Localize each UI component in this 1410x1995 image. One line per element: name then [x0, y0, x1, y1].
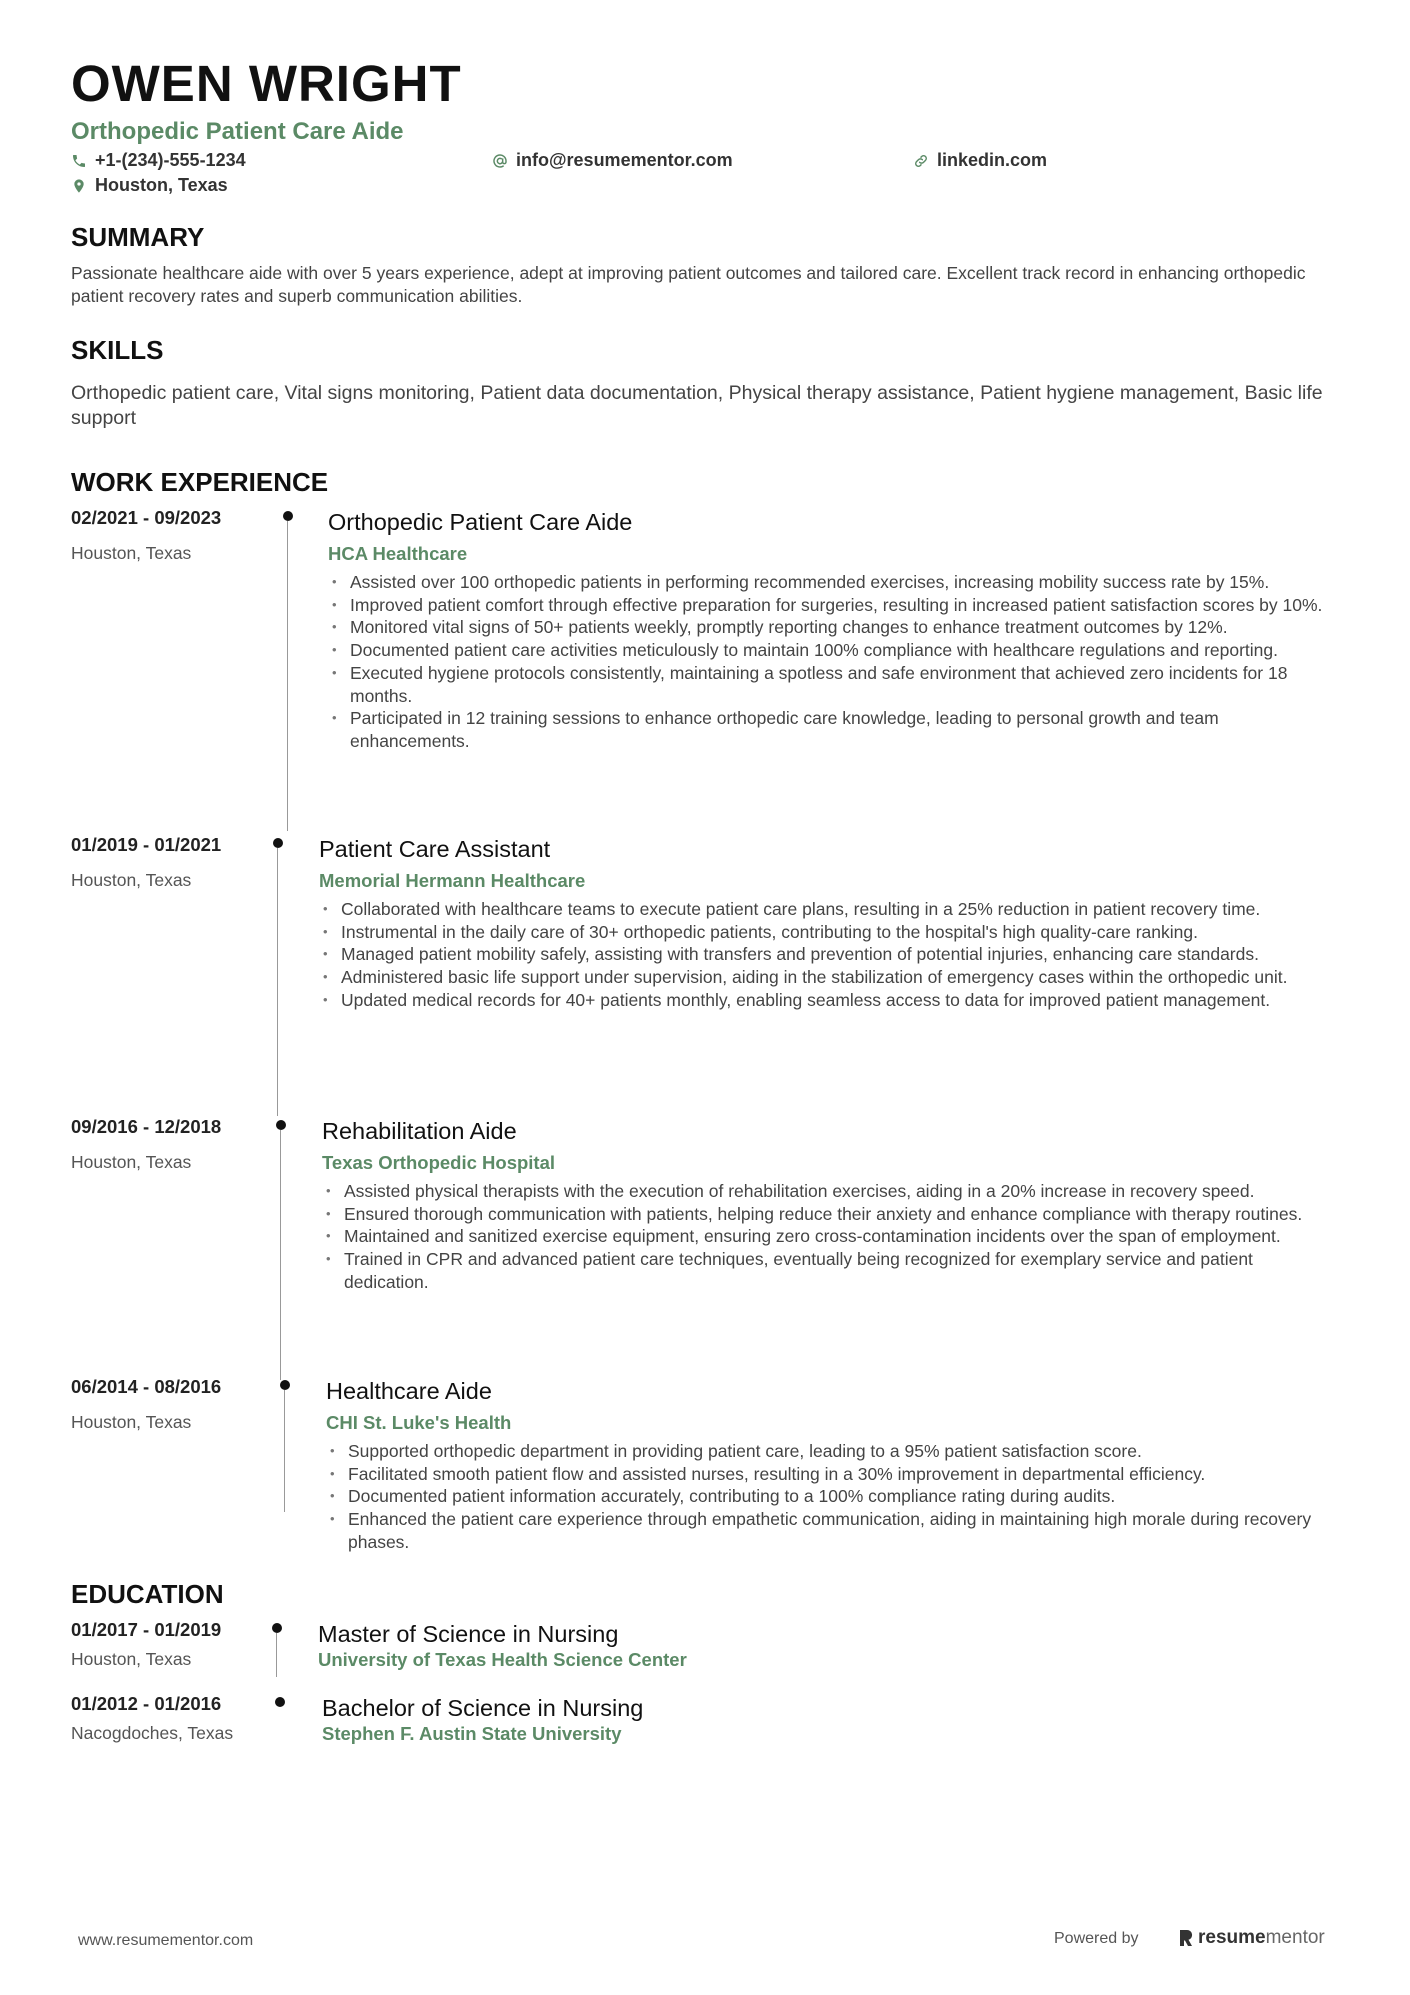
- job-bullet: • Trained in CPR and advanced patient care techniques, eventually being recognized for exemplary service and patient dedication.: [322, 1248, 1322, 1293]
- job-bullet: • Managed patient mobility safely, assisting with transfers and prevention of potential injuries, enhancing care standards.: [319, 943, 1319, 966]
- footer-website[interactable]: www.resumementor.com: [78, 1932, 254, 1949]
- skills-heading: SKILLS: [71, 335, 164, 365]
- at-icon: [492, 153, 508, 169]
- job-company: CHI St. Luke's Health: [326, 1412, 512, 1433]
- job-bullet: • Collaborated with healthcare teams to execute patient care plans, resulting in a 25% reduction in patient recovery time.: [319, 898, 1319, 921]
- timeline-dot: [276, 1120, 286, 1130]
- summary-text: Passionate healthcare aide with over 5 years experience, adept at improving patient outcomes and tailored care. Excellent track record in enhancing orthopedic patient recovery rates and superb communication abilities.: [71, 263, 1306, 306]
- brand-logo[interactable]: [1178, 1927, 1325, 1949]
- job-bullet: • Monitored vital signs of 50+ patients weekly, promptly reporting changes to enhance treatment outcomes by 12%.: [328, 616, 1328, 639]
- contact-phone: [71, 150, 246, 171]
- timeline-dot: [280, 1380, 290, 1390]
- job-location: Houston, Texas: [71, 1152, 192, 1172]
- location-text: Houston, Texas: [95, 175, 228, 195]
- job-bullets: [326, 1440, 1326, 1554]
- job-role: Orthopedic Patient Care Aide: [328, 509, 633, 535]
- contact-linkedin: [913, 150, 1047, 171]
- education-entry: [71, 1693, 1341, 1753]
- job-location: Houston, Texas: [71, 1412, 192, 1432]
- job-bullet: • Assisted physical therapists with the execution of rehabilitation exercises, aiding in a 20% increase in recovery speed.: [322, 1180, 1322, 1203]
- education-degree: Master of Science in Nursing: [318, 1621, 619, 1647]
- job-entry: [71, 1116, 1341, 1376]
- job-entry: [71, 507, 1341, 827]
- job-bullet: • Executed hygiene protocols consistently, maintaining a spotless and safe environment that achieved zero incidents for 18 months.: [328, 662, 1328, 707]
- job-role: Patient Care Assistant: [319, 836, 551, 862]
- education-location: Nacogdoches, Texas: [71, 1723, 234, 1743]
- timeline-line: [280, 1130, 281, 1380]
- education-school: University of Texas Health Science Center: [318, 1649, 687, 1670]
- job-bullet: • Improved patient comfort through effective preparation for surgeries, resulting in increased patient satisfaction scores by 10%.: [328, 594, 1328, 617]
- summary-heading: SUMMARY: [71, 222, 205, 252]
- timeline-dot: [273, 838, 283, 848]
- location-pin-icon: [71, 178, 87, 194]
- education-heading: EDUCATION: [71, 1579, 224, 1609]
- job-bullet: • Administered basic life support under supervision, aiding in the stabilization of emergency cases within the orthopedic unit.: [319, 966, 1319, 989]
- job-bullet: • Documented patient information accurately, contributing to a 100% compliance rating during audits.: [326, 1485, 1326, 1508]
- job-bullet: • Maintained and sanitized exercise equipment, ensuring zero cross-contamination incidents over the span of employment.: [322, 1225, 1322, 1248]
- linkedin-text[interactable]: linkedin.com: [937, 150, 1048, 170]
- education-dates: 01/2017 - 01/2019: [71, 1619, 222, 1640]
- job-location: Houston, Texas: [71, 543, 192, 563]
- job-bullets: [328, 571, 1328, 753]
- education-entry: [71, 1619, 1341, 1679]
- job-entry: [71, 834, 1341, 1114]
- job-dates: 01/2019 - 01/2021: [71, 834, 222, 855]
- link-icon: [913, 153, 929, 169]
- contact-email: [492, 150, 733, 171]
- work-experience-heading: WORK EXPERIENCE: [71, 467, 329, 497]
- job-dates: 02/2021 - 09/2023: [71, 507, 222, 528]
- job-bullets: [322, 1180, 1322, 1294]
- candidate-name: OWEN WRIGHT: [71, 55, 462, 112]
- brand-mark-icon: [1178, 1928, 1194, 1948]
- skills-text: Orthopedic patient care, Vital signs monitoring, Patient data documentation, Physical therapy assistance, Patient hygiene management, Basic life support: [71, 382, 1323, 429]
- job-bullet: • Documented patient care activities meticulously to maintain 100% compliance with healthcare regulations and reporting.: [328, 639, 1328, 662]
- job-bullet: • Enhanced the patient care experience through empathetic communication, aiding in maintaining high morale during recovery phases.: [326, 1508, 1326, 1553]
- brand-name-bold: resume: [1198, 1927, 1266, 1948]
- phone-icon: [71, 153, 87, 169]
- timeline-dot: [275, 1697, 285, 1707]
- footer-powered-by: Powered by: [1054, 1930, 1139, 1947]
- job-bullet: • Instrumental in the daily care of 30+ orthopedic patients, contributing to the hospital's high quality-care ranking.: [319, 921, 1319, 944]
- job-bullet: • Facilitated smooth patient flow and assisted nurses, resulting in a 30% improvement in departmental efficiency.: [326, 1463, 1326, 1486]
- job-dates: 06/2014 - 08/2016: [71, 1376, 222, 1397]
- education-dates: 01/2012 - 01/2016: [71, 1693, 222, 1714]
- timeline-dot: [272, 1623, 282, 1633]
- timeline-dot: [283, 511, 293, 521]
- timeline-line: [284, 1390, 285, 1512]
- phone-text: +1-(234)-555-1234: [95, 150, 246, 170]
- timeline-line: [277, 848, 278, 1116]
- timeline-line: [276, 1633, 277, 1677]
- job-bullet: • Supported orthopedic department in providing patient care, leading to a 95% patient satisfaction score.: [326, 1440, 1326, 1463]
- job-bullet: • Ensured thorough communication with patients, helping reduce their anxiety and enhance compliance with therapy routines.: [322, 1203, 1322, 1226]
- job-dates: 09/2016 - 12/2018: [71, 1116, 222, 1137]
- education-school: Stephen F. Austin State University: [322, 1723, 622, 1744]
- job-bullets: [319, 898, 1319, 1012]
- job-entry: [71, 1376, 1341, 1576]
- education-location: Houston, Texas: [71, 1649, 192, 1669]
- job-company: HCA Healthcare: [328, 543, 468, 564]
- job-location: Houston, Texas: [71, 870, 192, 890]
- candidate-title: Orthopedic Patient Care Aide: [71, 118, 404, 145]
- email-text[interactable]: info@resumementor.com: [516, 150, 733, 170]
- education-degree: Bachelor of Science in Nursing: [322, 1695, 644, 1721]
- job-bullet: • Participated in 12 training sessions to enhance orthopedic care knowledge, leading to personal growth and team enhancements.: [328, 707, 1328, 752]
- job-role: Rehabilitation Aide: [322, 1118, 517, 1144]
- job-role: Healthcare Aide: [326, 1378, 492, 1404]
- job-bullet: • Assisted over 100 orthopedic patients in performing recommended exercises, increasing mobility success rate by 15%.: [328, 571, 1328, 594]
- timeline-line: [287, 521, 288, 831]
- contact-location: [71, 175, 228, 196]
- job-bullet: • Updated medical records for 40+ patients monthly, enabling seamless access to data for improved patient management.: [319, 989, 1319, 1012]
- brand-name-light: mentor: [1265, 1927, 1325, 1948]
- job-company: Memorial Hermann Healthcare: [319, 870, 586, 891]
- job-company: Texas Orthopedic Hospital: [322, 1152, 556, 1173]
